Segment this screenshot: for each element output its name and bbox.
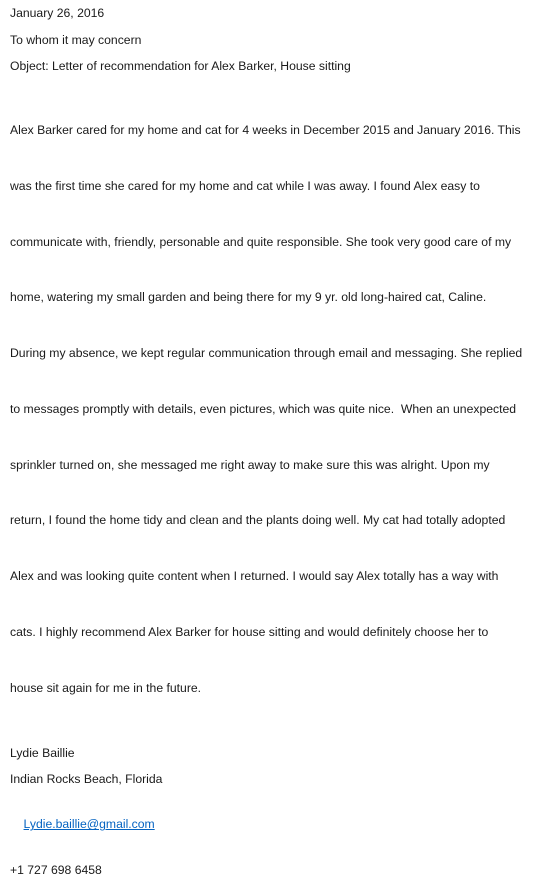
body-line: to messages promptly with details, even pictures, which was quite nice. When an unexpected [10, 401, 517, 416]
recommendation-letter [10, 4, 530, 887]
body-line: communicate with, friendly, personable and quite responsible. She took very good care of my [10, 234, 512, 249]
letter-object-line: Object: Letter of recommendation for Alex Barker, House sitting [10, 59, 351, 74]
signature-email-line [10, 797, 530, 853]
body-line: sprinkler turned on, she messaged me right away to make sure this was alright. Upon my [10, 457, 490, 472]
body-line: Alex Barker cared for my home and cat for 4 weeks in December 2015 and January 2016. This [10, 122, 521, 137]
signature-name: Lydie Baillie [10, 745, 75, 760]
letter-body [10, 84, 530, 735]
email-link[interactable]: Lydie.baillie@gmail.com [23, 817, 155, 832]
letter-salutation: To whom it may concern [10, 32, 142, 47]
signature-phone: +1 727 698 6458 [10, 862, 102, 877]
letter-date: January 26, 2016 [10, 6, 105, 20]
body-line: Alex and was looking quite content when I returned. I would say Alex totally has a way with [10, 569, 499, 584]
body-line: house sit again for me in the future. [10, 680, 202, 695]
body-line: was the first time she cared for my home and cat while I was away. I found Alex easy to [10, 178, 480, 193]
body-line: cats. I highly recommend Alex Barker for house sitting and would definitely choose her to [10, 625, 489, 639]
body-line: return, I found the home tidy and clean and the plants doing well. My cat had totally adopted [10, 513, 506, 528]
signature-location: Indian Rocks Beach, Florida [10, 772, 163, 787]
body-line: home, watering my small garden and being there for my 9 yr. old long-haired cat, Caline. [10, 290, 487, 305]
body-line: During my absence, we kept regular communication through email and messaging. She replied [10, 346, 523, 361]
